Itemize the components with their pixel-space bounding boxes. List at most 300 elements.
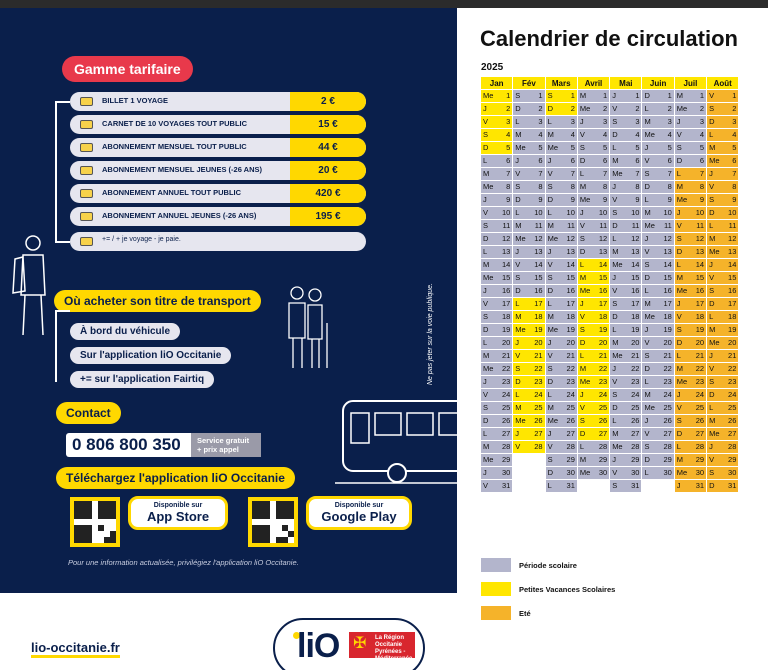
- weekday-label: M: [515, 403, 522, 412]
- day-cell: [707, 155, 739, 168]
- day-number: 13: [695, 247, 705, 256]
- day-number: 8: [570, 182, 575, 191]
- weekday-label: D: [709, 117, 715, 126]
- weekday-label: S: [515, 273, 521, 282]
- day-cell: [642, 233, 674, 246]
- day-number: 25: [695, 403, 705, 412]
- weekday-label: V: [612, 377, 618, 386]
- weekday-label: J: [515, 429, 520, 438]
- weekday-label: D: [483, 234, 489, 243]
- day-number: 7: [635, 169, 640, 178]
- weekday-label: D: [579, 338, 586, 347]
- day-number: 9: [667, 195, 672, 204]
- weekday-label: J: [483, 377, 487, 386]
- day-cell: [577, 142, 609, 155]
- day-number: 14: [598, 260, 608, 269]
- weekday-label: S: [515, 364, 521, 373]
- day-number: 26: [598, 416, 608, 425]
- vertical-note: Ne pas jeter sur la voie publique.: [427, 283, 434, 385]
- day-cell: [513, 350, 545, 363]
- weekday-label: S: [644, 260, 650, 269]
- month-header: Août: [707, 77, 739, 90]
- day-cell: [545, 207, 577, 220]
- day-number: 26: [566, 416, 575, 425]
- day-cell: [707, 415, 739, 428]
- day-number: 24: [728, 390, 737, 399]
- weekday-label: S: [709, 377, 715, 386]
- day-number: 22: [695, 364, 705, 373]
- day-number: 5: [603, 143, 608, 152]
- weekday-label: D: [644, 182, 650, 191]
- day-cell: [610, 181, 642, 194]
- day-number: 21: [534, 351, 543, 360]
- day-cell: [610, 467, 642, 480]
- day-number: 4: [570, 130, 575, 139]
- weekday-label: D: [709, 208, 715, 217]
- day-number: 5: [667, 143, 672, 152]
- day-cell: [642, 207, 674, 220]
- day-cell: [481, 337, 513, 350]
- weekday-label: M: [483, 442, 490, 451]
- day-number: 12: [598, 234, 608, 243]
- day-number: 17: [566, 299, 575, 308]
- weekday-label: V: [579, 403, 585, 412]
- weekday-label: S: [515, 182, 521, 191]
- weekday-label: L: [676, 351, 681, 360]
- day-cell: [674, 233, 706, 246]
- day-number: 7: [603, 169, 608, 178]
- day-number: 22: [598, 364, 608, 373]
- day-number: 12: [501, 234, 511, 243]
- day-cell: [642, 454, 674, 467]
- weekday-label: V: [709, 273, 715, 282]
- day-cell: [707, 428, 739, 441]
- day-cell: [642, 350, 674, 363]
- day-number: 17: [501, 299, 511, 308]
- weekday-label: V: [483, 117, 489, 126]
- weekday-label: V: [612, 104, 618, 113]
- weekday-label: L: [515, 208, 520, 217]
- weekday-label: M: [547, 312, 554, 321]
- day-number: 13: [566, 247, 575, 256]
- weekday-label: D: [644, 364, 650, 373]
- day-number: 13: [534, 247, 543, 256]
- day-cell: [610, 207, 642, 220]
- weekday-label: D: [547, 377, 554, 386]
- weekday-label: M: [709, 234, 716, 243]
- tarif-label: ABONNEMENT MENSUEL JEUNES (-26 ANS): [102, 165, 263, 174]
- day-cell: [642, 402, 674, 415]
- day-number: 21: [631, 351, 640, 360]
- day-number: 2: [506, 104, 511, 113]
- day-cell: [642, 181, 674, 194]
- card-people-icon: [80, 166, 93, 175]
- googleplay-button[interactable]: [306, 496, 412, 530]
- calendar-row: [481, 363, 739, 376]
- occitan-cross-icon: ✠: [353, 635, 367, 652]
- calendar-table: [480, 76, 739, 493]
- day-cell: [674, 220, 706, 233]
- weekday-label: V: [515, 442, 521, 451]
- weekday-label: Me: [676, 377, 688, 386]
- weekday-label: J: [547, 338, 552, 347]
- appstore-name: App Store: [146, 509, 210, 524]
- day-number: 23: [663, 377, 672, 386]
- weekday-label: M: [612, 156, 619, 165]
- weekday-label: D: [579, 247, 586, 256]
- day-cell: [610, 402, 642, 415]
- day-cell: [674, 129, 706, 142]
- day-number: 6: [635, 156, 640, 165]
- weekday-label: M: [579, 182, 587, 191]
- weekday-label: M: [547, 403, 554, 412]
- day-cell: [513, 480, 545, 493]
- weekday-label: J: [483, 104, 487, 113]
- day-cell: [577, 428, 609, 441]
- weekday-label: S: [612, 208, 618, 217]
- day-cell: [610, 220, 642, 233]
- weekday-label: L: [644, 195, 649, 204]
- weekday-label: Me: [547, 234, 559, 243]
- weekday-label: L: [644, 286, 649, 295]
- weekday-label: J: [579, 299, 584, 308]
- day-cell: [610, 454, 642, 467]
- weekday-label: S: [483, 130, 489, 139]
- calendar-row: [481, 181, 739, 194]
- weekday-label: D: [612, 221, 618, 230]
- day-number: 7: [570, 169, 575, 178]
- day-number: 1: [635, 91, 640, 100]
- day-number: 23: [598, 377, 608, 386]
- day-cell: [545, 324, 577, 337]
- weekday-label: Me: [612, 169, 623, 178]
- day-cell: [674, 350, 706, 363]
- day-cell: [545, 389, 577, 402]
- day-cell: [610, 194, 642, 207]
- weekday-label: M: [579, 455, 587, 464]
- day-number: 16: [631, 286, 640, 295]
- day-cell: [577, 467, 609, 480]
- weekday-label: L: [644, 104, 649, 113]
- tarif-row: [70, 138, 366, 157]
- day-number: 20: [534, 338, 543, 347]
- day-number: 6: [667, 156, 672, 165]
- day-number: 4: [699, 130, 705, 139]
- day-number: 18: [695, 312, 705, 321]
- day-cell: [674, 428, 706, 441]
- day-number: 5: [506, 143, 511, 152]
- qr-pattern: [74, 501, 116, 543]
- phone-box[interactable]: [66, 433, 261, 457]
- day-cell: [610, 428, 642, 441]
- weekday-label: V: [644, 156, 650, 165]
- day-number: 12: [631, 234, 640, 243]
- day-number: 30: [501, 468, 511, 477]
- day-cell: [642, 90, 674, 103]
- legend-swatch-vacances: [481, 582, 511, 596]
- weekday-label: Me: [483, 91, 494, 100]
- day-number: 27: [663, 429, 672, 438]
- buy-lio-app[interactable]: Sur l'application liO Occitanie: [70, 347, 231, 364]
- where-bracket: [55, 310, 70, 382]
- website-link[interactable]: lio-occitanie.fr: [31, 640, 120, 658]
- calendar-row: [481, 142, 739, 155]
- day-cell: [707, 272, 739, 285]
- weekday-label: D: [676, 338, 683, 347]
- weekday-label: Me: [644, 130, 655, 139]
- weekday-label: L: [579, 351, 585, 360]
- weekday-label: Me: [547, 143, 559, 152]
- weekday-label: J: [709, 442, 713, 451]
- calendar-row: [481, 272, 739, 285]
- day-number: 1: [667, 91, 672, 100]
- day-number: 21: [663, 351, 672, 360]
- weekday-label: S: [676, 234, 682, 243]
- day-number: 4: [635, 130, 640, 139]
- day-number: 3: [699, 117, 705, 126]
- day-number: 19: [695, 325, 705, 334]
- day-cell: [577, 441, 609, 454]
- day-number: 31: [631, 481, 640, 490]
- weekday-label: M: [612, 247, 619, 256]
- weekday-label: L: [547, 390, 552, 399]
- weekday-label: Me: [709, 429, 720, 438]
- day-cell: [545, 376, 577, 389]
- calendar-row: [481, 467, 739, 480]
- day-cell: [674, 402, 706, 415]
- weekday-label: S: [483, 221, 489, 230]
- day-cell: [707, 142, 739, 155]
- day-number: 11: [696, 221, 705, 230]
- weekday-label: Me: [709, 156, 720, 165]
- calendar-row: [481, 324, 739, 337]
- day-number: 22: [534, 364, 543, 373]
- day-cell: [577, 285, 609, 298]
- day-cell: [481, 324, 513, 337]
- day-number: 8: [538, 182, 543, 191]
- day-number: 30: [566, 468, 575, 477]
- weekday-label: S: [483, 403, 489, 412]
- day-number: 4: [506, 130, 511, 139]
- day-number: 7: [732, 169, 737, 178]
- day-number: 9: [570, 195, 575, 204]
- weekday-label: M: [709, 325, 716, 334]
- day-cell: [481, 415, 513, 428]
- day-number: 13: [501, 247, 511, 256]
- day-cell: [513, 363, 545, 376]
- day-cell: [577, 350, 609, 363]
- day-number: 5: [538, 143, 543, 152]
- tarif-row: [70, 207, 366, 226]
- day-number: 10: [534, 208, 543, 217]
- day-cell: [481, 90, 513, 103]
- day-number: 23: [728, 377, 737, 386]
- day-cell: [707, 116, 739, 129]
- day-number: 16: [728, 286, 737, 295]
- day-cell: [674, 337, 706, 350]
- day-cell: [513, 441, 545, 454]
- day-cell: [513, 155, 545, 168]
- weekday-label: D: [515, 195, 521, 204]
- day-number: 18: [598, 312, 608, 321]
- day-number: 27: [631, 429, 640, 438]
- day-number: 19: [566, 325, 575, 334]
- day-number: 27: [566, 429, 575, 438]
- day-cell: [674, 142, 706, 155]
- day-cell: [481, 363, 513, 376]
- weekday-label: Me: [644, 312, 655, 321]
- weekday-label: Me: [547, 325, 559, 334]
- weekday-label: M: [515, 130, 522, 139]
- day-cell: [545, 428, 577, 441]
- day-cell: [674, 90, 706, 103]
- day-number: 20: [695, 338, 705, 347]
- appstore-button[interactable]: [128, 496, 228, 530]
- day-cell: [674, 480, 706, 493]
- weekday-label: M: [676, 273, 684, 282]
- day-number: 17: [728, 299, 737, 308]
- weekday-label: S: [579, 416, 585, 425]
- traveler-illustration: [5, 233, 55, 343]
- calendar-row: [481, 285, 739, 298]
- weekday-label: J: [676, 208, 681, 217]
- day-cell: [642, 103, 674, 116]
- day-cell: [545, 233, 577, 246]
- day-cell: [545, 350, 577, 363]
- weekday-label: D: [612, 130, 618, 139]
- day-number: 24: [695, 390, 705, 399]
- phone-number[interactable]: 0 806 800 350: [72, 435, 181, 454]
- day-number: 1: [570, 91, 575, 100]
- day-cell: [513, 233, 545, 246]
- weekday-label: V: [547, 351, 553, 360]
- day-number: 1: [699, 91, 705, 100]
- weekday-label: L: [709, 403, 714, 412]
- weekday-label: M: [676, 364, 684, 373]
- weekday-label: J: [709, 351, 713, 360]
- weekday-label: J: [515, 338, 520, 347]
- day-number: 27: [695, 429, 705, 438]
- weekday-label: J: [612, 364, 616, 373]
- day-number: 10: [501, 208, 511, 217]
- weekday-label: J: [644, 325, 649, 334]
- weekday-label: V: [676, 130, 682, 139]
- day-number: 20: [598, 338, 608, 347]
- weekday-label: S: [547, 182, 553, 191]
- weekday-label: V: [612, 286, 618, 295]
- day-cell: [577, 311, 609, 324]
- day-cell: [577, 298, 609, 311]
- fairtiq-icon: [80, 237, 93, 246]
- day-number: 3: [603, 117, 608, 126]
- weekday-label: V: [483, 208, 489, 217]
- day-cell: [610, 103, 642, 116]
- weekday-label: S: [579, 325, 585, 334]
- day-number: 16: [501, 286, 511, 295]
- day-cell: [577, 480, 609, 493]
- day-number: 25: [534, 403, 543, 412]
- day-cell: [707, 298, 739, 311]
- weekday-label: V: [579, 130, 585, 139]
- day-number: 1: [538, 91, 543, 100]
- calendar-title: Calendrier de circulation: [480, 26, 738, 51]
- weekday-label: D: [612, 403, 618, 412]
- weekday-label: J: [515, 247, 520, 256]
- day-cell: [577, 207, 609, 220]
- day-number: 15: [566, 273, 575, 282]
- weekday-label: Me: [579, 468, 591, 477]
- day-number: 26: [534, 416, 543, 425]
- day-number: 6: [603, 156, 608, 165]
- day-cell: [513, 389, 545, 402]
- day-number: 19: [631, 325, 640, 334]
- weekday-label: Me: [483, 273, 494, 282]
- weekday-label: V: [483, 390, 489, 399]
- day-number: 12: [728, 234, 737, 243]
- day-number: 29: [631, 455, 640, 464]
- day-cell: [642, 129, 674, 142]
- day-number: 15: [695, 273, 705, 282]
- day-number: 29: [598, 455, 608, 464]
- buy-fairtiq-app[interactable]: += sur l'application Fairtiq: [70, 371, 214, 388]
- weekday-label: L: [547, 208, 552, 217]
- calendar-row: [481, 103, 739, 116]
- day-cell: [707, 168, 739, 181]
- day-cell: [513, 246, 545, 259]
- weekday-label: Me: [709, 247, 720, 256]
- weekday-label: D: [547, 104, 554, 113]
- day-cell: [577, 233, 609, 246]
- day-number: 4: [603, 130, 608, 139]
- day-cell: [481, 428, 513, 441]
- day-cell: [577, 324, 609, 337]
- weekday-label: Me: [483, 182, 494, 191]
- weekday-label: M: [612, 338, 619, 347]
- day-number: 3: [732, 117, 737, 126]
- weekday-label: S: [612, 299, 618, 308]
- day-cell: [481, 350, 513, 363]
- day-cell: [513, 129, 545, 142]
- day-number: 19: [534, 325, 543, 334]
- day-number: 14: [534, 260, 543, 269]
- day-number: 28: [631, 442, 640, 451]
- day-cell: [642, 298, 674, 311]
- weekday-label: S: [644, 351, 650, 360]
- weekday-label: V: [612, 468, 618, 477]
- weekday-label: L: [483, 156, 488, 165]
- tarif-row: [70, 184, 366, 203]
- day-cell: [610, 350, 642, 363]
- day-cell: [642, 376, 674, 389]
- day-number: 24: [501, 390, 511, 399]
- day-number: 12: [695, 234, 705, 243]
- tarif-price: 2 €: [290, 92, 366, 111]
- weekday-label: S: [579, 143, 585, 152]
- qr-pattern: [252, 501, 294, 543]
- contact-title: Contact: [56, 402, 121, 424]
- day-cell: [481, 389, 513, 402]
- weekday-label: D: [483, 416, 489, 425]
- qr-code-appstore[interactable]: [70, 497, 120, 547]
- weekday-label: J: [579, 117, 584, 126]
- day-number: 7: [699, 169, 705, 178]
- day-number: 4: [538, 130, 543, 139]
- weekday-label: D: [515, 377, 521, 386]
- weekday-label: J: [676, 481, 681, 490]
- qr-code-googleplay[interactable]: [248, 497, 298, 547]
- googleplay-top-label: Disponible sur: [334, 502, 384, 509]
- day-number: 30: [728, 468, 737, 477]
